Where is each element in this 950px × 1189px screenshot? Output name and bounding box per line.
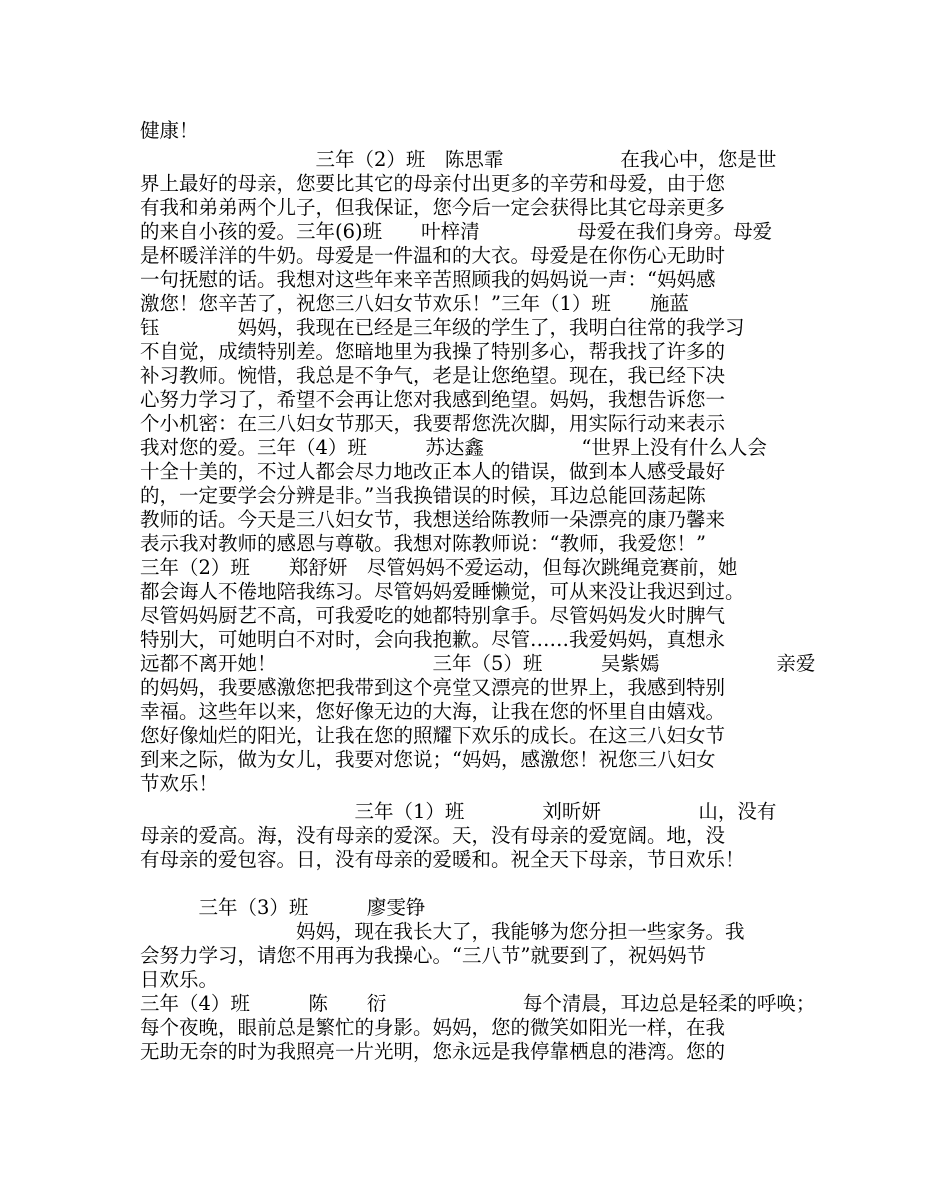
text-line: 的妈妈，我要感激您把我带到这个亮堂又漂亮的世界上，我感到特别 [140, 676, 726, 699]
text-line: 三年（4）班 陈 衍 每个清晨，耳边总是轻柔的呼唤； [140, 992, 816, 1015]
text-line: 妈妈，现在我长大了，我能够为您分担一些家务。我 [140, 920, 745, 943]
text-line: 是杯暖洋洋的牛奶。母爱是一件温和的大衣。母爱是在你伤心无助时 [140, 244, 726, 267]
text-line: 的来自小孩的爱。三年(6)班 叶梓清 母爱在我们身旁。母爱 [140, 220, 773, 243]
text-line: 表示我对教师的感恩与尊敬。我想对陈教师说：“教师，我爱您！” [140, 532, 706, 555]
text-line: 特别大，可她明白不对时，会向我抱歉。尽管……我爱妈妈，真想永 [140, 628, 726, 651]
text-line: 每个夜晚，眼前总是繁忙的身影。妈妈，您的微笑如阳光一样，在我 [140, 1016, 726, 1039]
text-line: 有我和弟弟两个儿子，但我保证，您今后一定会获得比其它母亲更多 [140, 196, 726, 219]
text-line: 三年（3）班 廖雯铮 [140, 896, 426, 919]
text-line: 到来之际，做为女儿，我要对您说；“妈妈，感激您！祝您三八妇女 [140, 748, 716, 771]
text-line: 日欢乐。 [140, 968, 219, 991]
text-line: 教师的话。今天是三八妇女节，我想送给陈教师一朵漂亮的康乃馨来 [140, 508, 726, 531]
text-line: 个小机密：在三八妇女节那天，我要帮您洗次脚，用实际行动来表示 [140, 412, 726, 435]
text-line: 会努力学习，请您不用再为我操心。“三八节”就要到了，祝妈妈节 [140, 944, 706, 967]
text-line: 有母亲的爱包容。日，没有母亲的爱暖和。祝全天下母亲，节日欢乐！ [140, 848, 745, 871]
text-line: 都会诲人不倦地陪我练习。尽管妈妈爱睡懒觉，可从来没让我迟到过。 [140, 580, 745, 603]
text-line: 健康！ [140, 119, 199, 142]
text-line: 您好像灿烂的阳光，让我在您的照耀下欢乐的成长。在这三八妇女节 [140, 724, 726, 747]
text-line: 的，一定要学会分辨是非。”当我换错误的时候，耳边总能回荡起陈 [140, 484, 706, 507]
text-line: 幸福。这些年以来，您好像无边的大海，让我在您的怀里自由嬉戏。 [140, 700, 726, 723]
text-line: 一句抚慰的话。我想对这些年来辛苦照顾我的妈妈说一声：“妈妈感 [140, 268, 716, 291]
text-line: 界上最好的母亲，您要比其它的母亲付出更多的辛劳和母爱，由于您 [140, 172, 726, 195]
text-line: 尽管妈妈厨艺不高，可我爱吃的她都特别拿手。尽管妈妈发火时脾气 [140, 604, 726, 627]
text-line: 十全十美的，不过人都会尽力地改正本人的错误，做到本人感受最好 [140, 460, 726, 483]
text-line: 钰 妈妈，我现在已经是三年级的学生了，我明白往常的我学习 [140, 316, 745, 339]
text-line: 补习教师。惋惜，我总是不争气，老是让您绝望。现在，我已经下决 [140, 364, 726, 387]
text-line: 无助无奈的时为我照亮一片光明，您永远是我停靠栖息的港湾。您的 [140, 1040, 726, 1063]
text-line: 三年（2）班 陈思霏 在我心中，您是世 [140, 148, 777, 171]
text-line: 远都不离开她！ 三年（5）班 吴紫嫣 亲爱 [140, 652, 816, 675]
text-line: 三年（1）班 刘昕妍 山，没有 [140, 800, 777, 823]
text-line: 母亲的爱高。海，没有母亲的爱深。天，没有母亲的爱宽阔。地，没 [140, 824, 726, 847]
text-line: 我对您的爱。三年（4）班 苏达鑫 “世界上没有什么人会 [140, 436, 767, 459]
text-line: 不自觉，成绩特别差。您暗地里为我操了特别多心，帮我找了许多的 [140, 340, 726, 363]
text-line: 心努力学习了，希望不会再让您对我感到绝望。妈妈，我想告诉您一 [140, 388, 726, 411]
text-line: 节欢乐！ [140, 772, 219, 795]
text-line: 三年（2）班 郑舒妍 尽管妈妈不爱运动，但每次跳绳竞赛前，她 [140, 556, 738, 579]
text-line: 激您！您辛苦了，祝您三八妇女节欢乐！”三年（1）班 施蓝 [140, 292, 689, 315]
